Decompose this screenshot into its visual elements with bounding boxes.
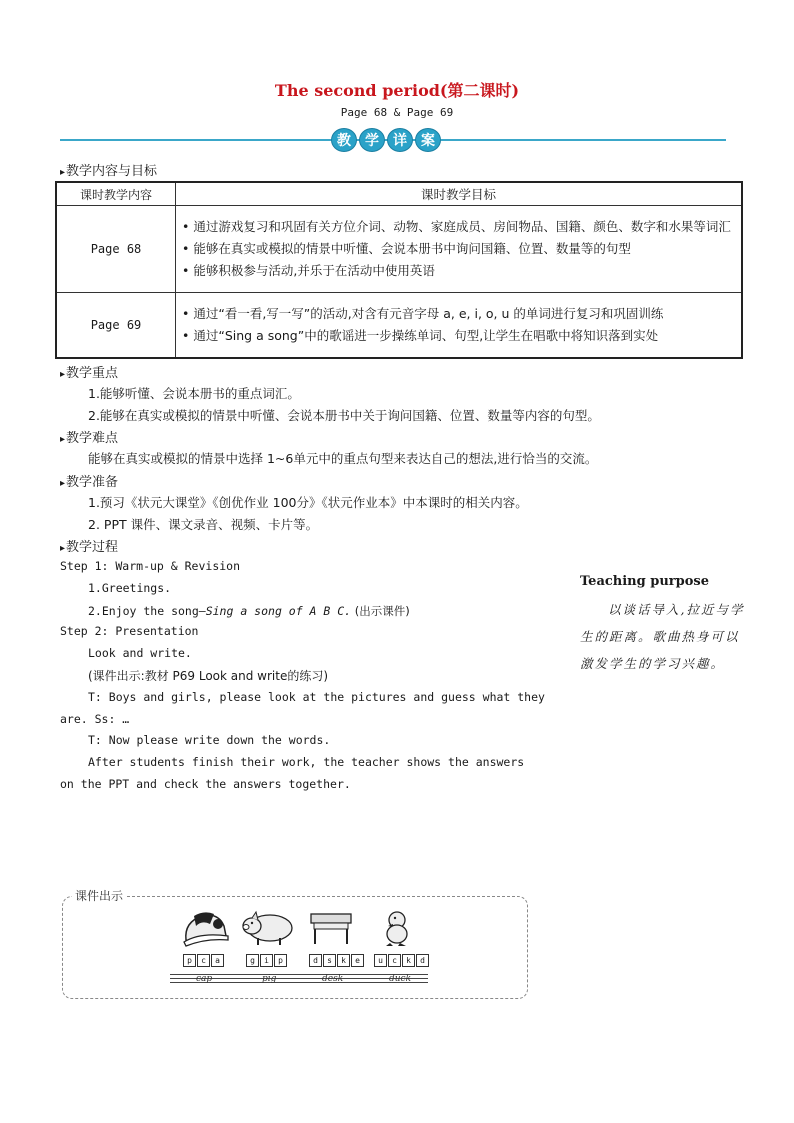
song-suffix: (出示课件) <box>351 604 410 618</box>
table-row <box>56 293 742 359</box>
letter-box: e <box>351 954 364 967</box>
table-cell-page: Page 69 <box>56 293 176 359</box>
table-cell-page: Page 68 <box>56 206 176 293</box>
teacher-line: T: Now please write down the words. <box>88 733 331 747</box>
letter-boxes-duck <box>374 954 429 967</box>
letter-boxes-cap <box>183 954 224 967</box>
answer-word: pig <box>262 974 277 984</box>
table-cell-goals <box>176 206 743 293</box>
desk-icon <box>308 910 354 946</box>
after-line: After students finish their work, the teacher shows the answers <box>88 755 525 769</box>
look-write-line: Look and write. <box>88 646 192 660</box>
step1-heading: Step 1: Warm-up & Revision <box>60 559 241 573</box>
page-title: The second period(第二课时) <box>274 81 520 100</box>
letter-box: g <box>246 954 259 967</box>
after-line-cont: on the PPT and check the answers together. <box>60 777 351 791</box>
section-heading-difficulties: ▸ 教学难点 <box>60 427 118 446</box>
purpose-title: Teaching purpose <box>580 574 709 589</box>
goal-item: • 通过游戏复习和巩固有关方位介词、动物、家庭成员、房间物品、国籍、颜色、数字和水果等词汇 <box>182 216 735 238</box>
letter-box: k <box>337 954 350 967</box>
goal-item: • 通过“看一看,写一写”的活动,对含有元音字母 a, e, i, o, u 的单词进行复习和巩固训练 <box>182 303 735 325</box>
letter-box: k <box>402 954 415 967</box>
banner-char: 详 <box>387 128 413 152</box>
letter-box: p <box>274 954 287 967</box>
greetings-line: 1.Greetings. <box>88 581 172 595</box>
letter-box: c <box>388 954 401 967</box>
section-heading-process: ▸ 教学过程 <box>60 536 118 555</box>
letter-box: s <box>323 954 336 967</box>
letter-boxes-pig <box>246 954 287 967</box>
letter-box: u <box>374 954 387 967</box>
teacher-line: T: Boys and girls, please look at the pictures and guess what they <box>88 690 545 704</box>
letter-box: a <box>211 954 224 967</box>
answer-word: cap <box>196 974 213 984</box>
letter-boxes-desk <box>309 954 364 967</box>
key-point-item: 2.能够在真实或模拟的情景中听懂、会说本册书中关于询问国籍、位置、数量等内容的句型。 <box>88 408 600 423</box>
preparation-item: 1.预习《状元大课堂》《创优作业 100分》《状元作业本》中本课时的相关内容。 <box>88 495 528 510</box>
courseware-note: (课件出示:教材 P69 Look and write的练习) <box>88 669 329 683</box>
letter-box: i <box>260 954 273 967</box>
letter-box: d <box>309 954 322 967</box>
goal-item: • 通过“Sing a song”中的歌谣进一步操练单词、句型,让学生在唱歌中将知识落到实处 <box>182 325 735 347</box>
goals-table <box>55 181 743 359</box>
banner <box>331 128 441 152</box>
courseware-label: 课件出示 <box>72 887 126 904</box>
key-point-item: 1.能够听懂、会说本册书的重点词汇。 <box>88 386 300 401</box>
teacher-line-cont: are. Ss: … <box>60 712 130 726</box>
duck-icon <box>380 906 414 948</box>
table-header-content: 课时教学内容 <box>56 182 176 206</box>
table-header-row <box>56 182 742 206</box>
banner-char: 案 <box>415 128 441 152</box>
pig-icon <box>240 908 296 948</box>
goal-item: • 能够积极参与活动,并乐于在活动中使用英语 <box>182 260 735 282</box>
table-row <box>56 206 742 293</box>
section-heading-content: ▸ 教学内容与目标 <box>60 160 157 179</box>
goal-item: • 能够在真实或模拟的情景中听懂、会说本册书中询问国籍、位置、数量等的句型 <box>182 238 735 260</box>
letter-box: p <box>183 954 196 967</box>
song-title: Sing a song of A B C. <box>205 604 352 618</box>
answer-word: desk <box>322 974 344 984</box>
letter-box: d <box>416 954 429 967</box>
difficulty-text: 能够在真实或模拟的情景中选择 1~6单元中的重点句型来表达自己的想法,进行恰当的交流。 <box>88 451 598 466</box>
song-line <box>88 603 410 619</box>
preparation-item: 2. PPT 课件、课文录音、视频、卡片等。 <box>88 517 319 532</box>
letter-box: c <box>197 954 210 967</box>
banner-char: 学 <box>359 128 385 152</box>
banner-char: 教 <box>331 128 357 152</box>
section-heading-key-points: ▸ 教学重点 <box>60 362 118 381</box>
cap-icon <box>180 908 232 950</box>
answer-word: duck <box>389 974 412 984</box>
section-heading-preparation: ▸ 教学准备 <box>60 471 118 490</box>
purpose-text: 以谈话导入,拉近与学生的距离。歌曲热身可以激发学生的学习兴趣。 <box>580 602 745 671</box>
table-header-goals: 课时教学目标 <box>176 182 743 206</box>
page-subtitle: Page 68 & Page 69 <box>340 106 454 119</box>
song-prefix: 2.Enjoy the song— <box>88 604 206 618</box>
step2-heading: Step 2: Presentation <box>60 624 199 638</box>
table-cell-goals <box>176 293 743 359</box>
